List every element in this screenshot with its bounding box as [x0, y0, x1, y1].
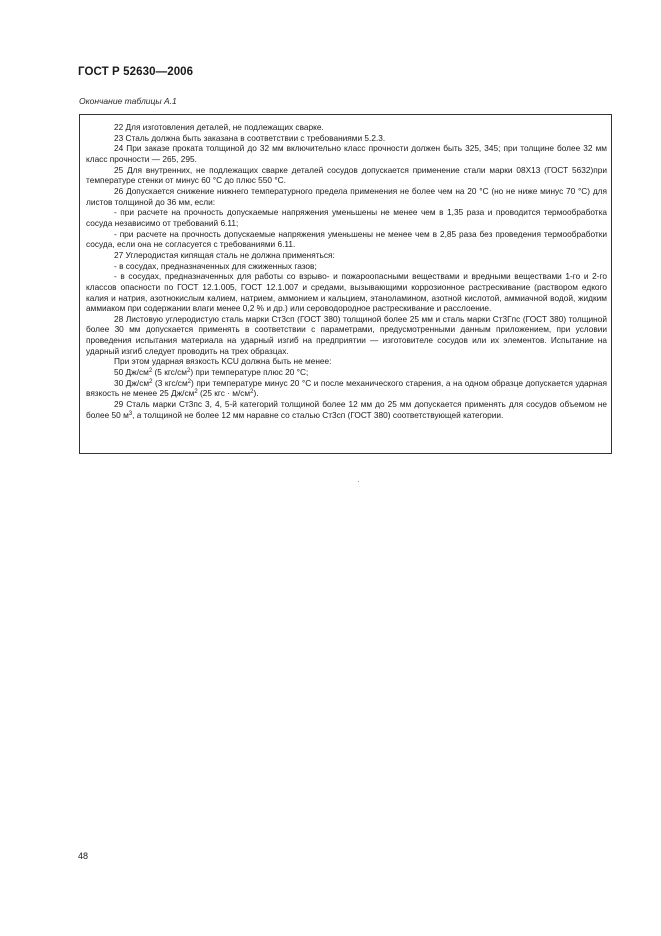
- note-26: 26 Допускается снижение нижнего температурного предела применения не более чем на 20 °С (но не ниже минус 70 °С) для листов толщиной до 36 мм, если:: [86, 185, 607, 207]
- superscript: 2: [194, 389, 198, 396]
- note-22: 22 Для изготовления деталей, не подлежащих сварке.: [114, 122, 324, 132]
- note-27: 27 Углеродистая кипящая сталь не должна применяться:: [114, 249, 335, 260]
- superscript: 2: [148, 368, 153, 375]
- note-23: 23 Сталь должна быть заказана в соответствии с требованиями 5.2.3.: [114, 132, 386, 143]
- text-run: (25 кгс · м/см: [197, 388, 251, 399]
- table-continuation-caption: Окончание таблицы А.1: [79, 96, 177, 106]
- table-notes-box: [79, 114, 612, 454]
- text-run: (3 кгс/см: [152, 377, 188, 388]
- text-run: 30 Дж/см: [114, 377, 150, 388]
- notes-content: [86, 122, 607, 420]
- note-26-item-b: - при расчете на прочность допускаемые напряжения уменьшены не менее чем в 2,85 раза без проведения термообработки сосуда, если она не согласуется с требованиями 6.11.: [86, 228, 607, 250]
- note-28-kcu: При этом ударная вязкость KCU должна быть не менее:: [114, 356, 332, 367]
- note-28-value-50: [86, 367, 607, 378]
- text-run: 50 Дж/см: [114, 367, 149, 378]
- superscript: 2: [187, 368, 191, 375]
- scan-speck: [358, 481, 359, 482]
- text-run: ).: [253, 388, 259, 399]
- note-28-value-30: [86, 378, 607, 399]
- note-28: 28 Листовую углеродистую сталь марки Ст3сп (ГОСТ 380) толщиной более 25 мм и сталь марки Ст3Гпс (ГОСТ 380) толщиной более 30 мм допускается применять в соответствии с параметрами, предусмотренными данным приложением, при условии проведения испытания материала на ударный изгиб на предприятии — изготовителе сосудов или их элементов. Испытание на ударный изгиб следует проводить на трех образцах.: [86, 313, 607, 356]
- text-run: ) при температуре плюс 20 °С;: [190, 367, 309, 378]
- page-number: 48: [78, 851, 89, 861]
- text-run: ) при температуре минус 20 °С и после механического старения, а на одном образце допускается ударная вязкость не менее 25 Дж/см: [86, 377, 607, 399]
- note-25: 25 Для внутренних, не подлежащих сварке деталей сосудов допускается применение стали марки 08Х13 (ГОСТ 5632)при температуре стенки от минус 60 °С до плюс 550 °С.: [86, 164, 607, 186]
- superscript: 2: [187, 378, 192, 385]
- text-run: 29 Сталь марки Ст3пс 3, 4, 5-й категорий толщиной более 12 мм до 25 мм допускается применять для сосудов объемом не более 50 м: [86, 399, 607, 420]
- note-24: 24 При заказе проката толщиной до 32 мм включительно класс прочности должен быть 325, 345; при толщине более 32 мм класс прочности — 265, 295.: [86, 143, 607, 164]
- note-29: [86, 399, 607, 420]
- note-27-item-b: - в сосудах, предназначенных для работы со взрыво- и пожароопасными веществами и вредными веществами 1-го и 2-го классов опасности по ГОСТ 12.1.005, ГОСТ 12.1.007 и средами, вызывающими коррозионное растрескивание (раствором едкого калия и натрия, азотнокислым калием, натрием, аммонием и кальцием, этаноламином, азотной кислотой, аммиачной водой, жидким аммиаком при содержании влаги менее 0,2 % и др.) или сероводородное растрескивание и расслоение.: [86, 271, 607, 314]
- superscript: 3: [128, 410, 133, 417]
- text-run: , а толщиной не более 12 мм наравне со сталью Ст3сп (ГОСТ 380) соответствующей категории.: [132, 409, 504, 420]
- note-26-item-a: - при расчете на прочность допускаемые напряжения уменьшены не менее чем в 1,35 раза и проводится термообработка сосуда независимо от требований 6.11;: [86, 207, 607, 228]
- superscript: 2: [250, 389, 254, 396]
- superscript: 2: [149, 378, 153, 385]
- text-run: (5 кгс/см: [152, 367, 187, 378]
- document-header: ГОСТ Р 52630—2006: [78, 66, 194, 78]
- note-27-item-a: - в сосудах, предназначенных для сжиженных газов;: [114, 260, 317, 271]
